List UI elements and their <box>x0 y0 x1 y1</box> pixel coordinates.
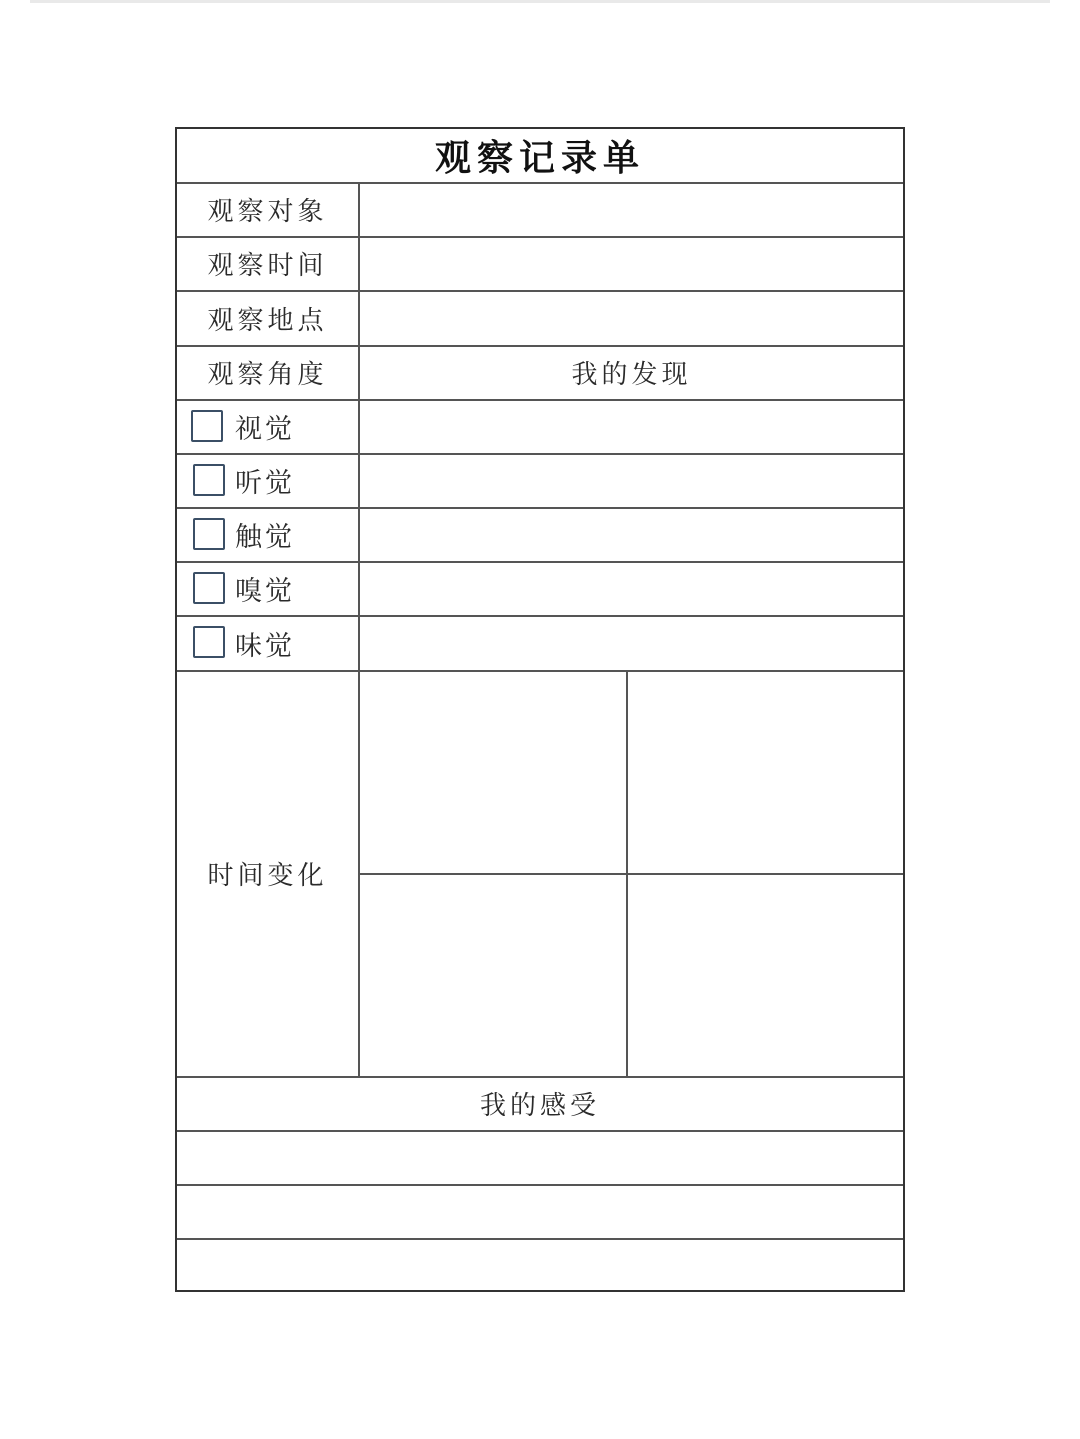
time-change-box[interactable] <box>628 671 903 873</box>
feelings-line[interactable] <box>177 1239 903 1290</box>
hearing-finding-cell[interactable] <box>360 454 903 507</box>
field-label-angle: 观察角度 <box>207 360 328 390</box>
sense-label-touch: 触觉 <box>235 522 295 553</box>
checkbox-hearing[interactable] <box>193 464 225 496</box>
top-strip <box>30 0 1050 3</box>
smell-finding-cell[interactable] <box>360 562 903 615</box>
sense-label-hearing: 听觉 <box>235 468 295 499</box>
sense-label-taste: 味觉 <box>235 630 295 662</box>
checkbox-taste[interactable] <box>193 626 225 658</box>
sense-label-smell: 嗅觉 <box>235 576 295 607</box>
field-label-location: 观察地点 <box>207 305 328 336</box>
location-input-cell[interactable] <box>360 291 903 345</box>
sight-finding-cell[interactable] <box>360 400 903 453</box>
observation-sheet <box>175 127 905 1292</box>
feelings-header: 我的感受 <box>479 1091 600 1121</box>
taste-finding-cell[interactable] <box>360 616 903 670</box>
time-change-label: 时间变化 <box>207 861 328 891</box>
touch-finding-cell[interactable] <box>360 508 903 561</box>
findings-header: 我的发现 <box>571 360 692 390</box>
checkbox-touch[interactable] <box>193 518 225 550</box>
field-label-object: 观察对象 <box>207 197 328 227</box>
object-input-cell[interactable] <box>360 183 903 236</box>
sense-label-sight: 视觉 <box>235 414 295 445</box>
time-input-cell[interactable] <box>360 237 903 290</box>
checkbox-smell[interactable] <box>193 572 225 604</box>
feelings-line[interactable] <box>177 1185 903 1238</box>
field-label-time: 观察时间 <box>207 251 328 281</box>
feelings-line[interactable] <box>177 1131 903 1184</box>
checkbox-sight[interactable] <box>191 410 223 442</box>
sheet-title: 观察记录单 <box>434 137 645 179</box>
time-change-box[interactable] <box>360 875 626 1076</box>
time-change-box[interactable] <box>628 875 903 1076</box>
time-change-box[interactable] <box>360 671 626 873</box>
